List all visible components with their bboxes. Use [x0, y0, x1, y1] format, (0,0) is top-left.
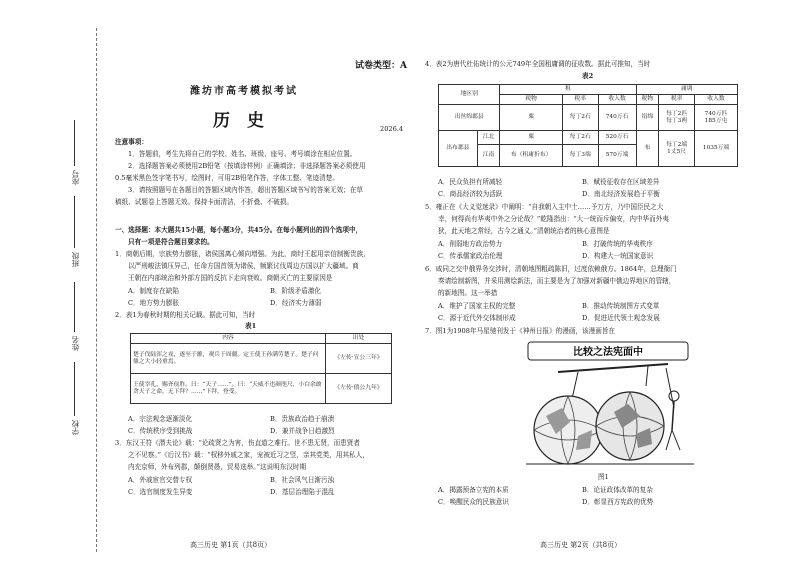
notice-item: 0.5毫米黑色签字笔书写，绘图时，可用2B铅笔作答，字体工整、笔迹清楚。: [115, 174, 339, 182]
q7-stem: 7．图1为1908年马星驰刊发于《神州日报》的漫画，该漫画旨在: [425, 327, 616, 335]
school-label: 学校: [71, 420, 80, 435]
q1-option-b[interactable]: B．阶级矛盾激化: [270, 287, 322, 295]
scale-rope: [646, 366, 648, 386]
q7-option-c[interactable]: C．唤醒民众的民族意识: [438, 498, 509, 506]
table2-cell: 绢绵: [636, 105, 659, 131]
subject-title: 历 史: [213, 111, 264, 131]
figure-leg: [666, 430, 672, 450]
table2-cell: 570万端: [598, 145, 636, 167]
class-fill-line[interactable]: [74, 196, 75, 248]
q1-option-d[interactable]: D．经济实力薄弱: [270, 299, 322, 307]
q3-stem-line: 3．东汉王符《潜夫论》载：“论疏贤之为害，伤直道之难行。世不患无贤，而患贤者: [115, 439, 360, 447]
q4-option-a[interactable]: A．民众负担有所减轻: [438, 178, 503, 186]
class-label: 班级: [71, 252, 80, 267]
table2-cell: 740万石: [598, 105, 636, 131]
table2-h-rate: 税率: [562, 95, 598, 105]
q1-stem-line: 以严刑峻法镇压异己，任命方国首领为诸侯，频繁讨伐周边方国以扩大疆域。商: [128, 262, 359, 270]
table2-cell-line: 每丁3两: [666, 117, 688, 124]
table2-cell-line: 1丈5尺: [667, 148, 687, 155]
q6-stem-line: 奏请绘制新图，并采用测绘新法，而主要是为了加强对新疆中俄边界地区的管辖，: [438, 277, 676, 285]
seat-fill-line[interactable]: [74, 120, 75, 166]
table1-title: 表1: [245, 322, 257, 330]
q5-option-c[interactable]: C．传承儒家政治伦理: [438, 252, 503, 260]
scale-beam: [558, 364, 668, 372]
table2-h-rate: 税率: [659, 95, 695, 105]
table1-row-content: 王使宰孔，赐齐侯胙。曰：“天子……”。曰：“天威不违颜咫尺，小白余敢贪天子之命，无下拜？……”下拜，登受。: [131, 374, 326, 404]
table1-row-source: 《左传·宣公三年》: [326, 344, 392, 374]
table2-r2-region: 出布郡县: [439, 131, 478, 167]
cartoon-figure: [518, 338, 698, 470]
table2-cell: [659, 105, 695, 131]
q6-option-c[interactable]: C．源于近代外交体制形成: [438, 314, 516, 322]
table2-cell: 布（租庸折布）: [500, 145, 562, 167]
q5-stem-line: 5．雍正在《大义觉迷录》中阐明：“自我朝入主中土……予万方，乃中国臣民之大: [425, 203, 664, 211]
table1: [130, 333, 392, 404]
table2-cell: 江南: [477, 145, 500, 167]
q5-option-b[interactable]: B．打破传统的华夷秩序: [582, 240, 653, 248]
table2-cell: 粟: [500, 131, 562, 145]
q1-stem-line: 王朝在内部统治和外部方国的反抗下走向衰败。商朝灭亡的主要原因是: [128, 274, 333, 282]
table2-cell-line: 每丁2匹: [666, 110, 688, 117]
q3-stem-line: 之不见察。”《后汉书》载：“权移外戚之家，宠被近习之竖，亲其党类，用其私人，: [128, 451, 369, 459]
table2: [438, 84, 738, 167]
notice-heading: 注意事项：: [115, 138, 148, 146]
q4-option-d[interactable]: D．南北经济发展趋于平衡: [582, 190, 660, 198]
footer-left: 高三历史 第1页（共8页）: [190, 541, 272, 549]
table2-h-tax: 税物: [500, 95, 562, 105]
table2-cell: 1035万端: [695, 131, 738, 167]
q7-option-d[interactable]: D．彰显西方宪政的优势: [582, 498, 654, 506]
table2-cell: 每丁2石: [562, 131, 598, 145]
table2-h-income: 收入数: [598, 95, 636, 105]
table2-cell: 粟: [500, 105, 562, 131]
section-heading-cont: 只有一项是符合题目要求的。: [128, 238, 214, 246]
q6-option-a[interactable]: A．维护了国家主权的完整: [438, 302, 516, 310]
q5-option-a[interactable]: A．削弱地方政治势力: [438, 240, 503, 248]
table1-header-content: 内容: [131, 334, 326, 344]
exam-date: 2026.4: [380, 125, 404, 133]
table2-cell: 每丁2石: [562, 105, 598, 131]
figure-leg: [672, 430, 680, 450]
q2-option-c[interactable]: C．传统秩序受到挑战: [128, 427, 193, 435]
q6-option-b[interactable]: B．推动传统制图方式变革: [582, 302, 660, 310]
table2-cell-line: 每丁2端: [666, 141, 688, 148]
q1-option-a[interactable]: A．制度存在缺陷: [128, 287, 179, 295]
notice-item: 2．选择题答案必须使用2B铅笔（按填涂样例）正确填涂；非选择题答案必须使用: [128, 162, 366, 170]
table2-cell: [659, 131, 695, 167]
q6-stem-line: 的新地图。这一举措: [438, 289, 498, 297]
footer-right: 高三历史 第2页（共8页）: [540, 541, 622, 549]
q4-option-b[interactable]: B．赋役征收存在区域差异: [582, 178, 660, 186]
seat-label: 座号: [71, 170, 80, 185]
q2-option-d[interactable]: D．兼并战争日趋激烈: [270, 427, 335, 435]
table2-cell: 520万石: [598, 131, 636, 145]
left-globe: [534, 396, 602, 464]
exam-title: 潍坊市高考模拟考试: [190, 86, 298, 97]
q5-stem-line: 幸，何得尚有华夷中外之分论哉？”乾隆指出：“大一统而斥偏安，内中华而外夷: [438, 215, 669, 223]
q4-option-c[interactable]: C．商品经济较为活跃: [438, 190, 503, 198]
q6-option-d[interactable]: D．促进近代领土观念发展: [582, 314, 660, 322]
table2-cell: 江北: [477, 131, 500, 145]
table2-r1-region: 出丝绵郡县: [439, 105, 500, 131]
cartoon-banner: 比较之法宪面中: [573, 347, 643, 358]
section-heading: 一、选择题：本大题共15小题，每小题3分，共45分。在每小题列出的四个选项中，: [115, 226, 363, 234]
name-label: 姓名: [71, 336, 80, 351]
table2-h-tax: 税物: [636, 95, 659, 105]
q1-option-c[interactable]: C．地方势力膨胀: [128, 299, 180, 307]
figure-arm: [666, 368, 674, 408]
binding-line: [96, 28, 97, 552]
table2-cell: 布: [636, 131, 659, 167]
school-fill-line[interactable]: [74, 362, 75, 416]
figure-caption: 图1: [598, 473, 609, 481]
right-globe: [596, 392, 664, 460]
q6-stem-line: 6．咸同之交中俄界务交涉时，清朝地图粗疏陈旧，过度依赖俄方。1864年，总理衙门: [425, 265, 677, 273]
table2-cell-line: 740万匹: [704, 110, 728, 117]
q2-option-b[interactable]: B．贵族政治趋于崩溃: [270, 415, 335, 423]
q2-stem: 2．表1为春秋时期的相关记载。据此可知，当时: [115, 311, 256, 319]
q5-option-d[interactable]: D．构建大一统国家意识: [582, 252, 654, 260]
notice-item: 1．答题前，考生先将自己的学校、姓名、班级、座号、考号填涂在相应位置。: [128, 150, 357, 158]
table2-h-region: 地区别: [439, 85, 500, 105]
q7-option-b[interactable]: B．论证政体改革的复杂: [582, 486, 653, 494]
table1-header-source: 出处: [326, 334, 392, 344]
q3-stem-line: 内充京师，外布列郡，颠倒贤愚，贸易选举。”这说明东汉时期: [128, 463, 307, 471]
q2-option-a[interactable]: A．宗法观念逐渐淡化: [128, 415, 193, 423]
q1-stem-line: 1．商朝后期，宗族势力膨胀，诸侯国离心倾向增强。为此，商纣王起用亲信制衡贵族，: [115, 250, 370, 258]
table2-h-income: 收入数: [695, 95, 738, 105]
table2-cell: [695, 105, 738, 131]
q3-option-c[interactable]: C．选官制度发生异变: [128, 488, 193, 496]
q4-stem: 4．表2为唐代杜佑统计的公元749年全国租庸调的征收数。据此可推知，当时: [425, 60, 651, 68]
paper-type: 试卷类型：A: [355, 61, 407, 71]
q5-stem-line: 狄，此天地之常经，古今之通义。”清朝统治者的核心意图是: [438, 227, 610, 235]
notice-item: 3．请按照题号在各题目的答题区域内作答，超出答题区域书写的答案无效；在草: [128, 186, 363, 194]
table2-h-zu: 租: [500, 85, 636, 95]
table2-cell: 每丁3端: [562, 145, 598, 167]
q3-option-a[interactable]: A．外戚宦官交替专权: [128, 476, 193, 484]
name-fill-line[interactable]: [74, 282, 75, 332]
table2-cell-line: 185万屯: [704, 117, 728, 124]
notice-item: 稿纸、试题卷上答题无效。保持卡面清洁，不折叠、不破损。: [115, 198, 294, 206]
table1-row-content: 楚子伐陆浑之戎，遂至于雒，观兵于周疆。定王使王孙满劳楚子。楚子问鼎之大小轻重焉。: [131, 344, 326, 374]
table1-row-source: 《左传·僖公九年》: [326, 374, 392, 404]
table2-h-yd: 庸调: [636, 85, 738, 95]
q3-option-b[interactable]: B．社会风气日渐污浊: [270, 476, 335, 484]
q7-option-a[interactable]: A．揭露预备立宪的本质: [438, 486, 509, 494]
cartoon-drawing: [518, 338, 698, 470]
q3-option-d[interactable]: D．基层治理陷于混乱: [270, 488, 335, 496]
table2-title: 表2: [582, 72, 594, 80]
